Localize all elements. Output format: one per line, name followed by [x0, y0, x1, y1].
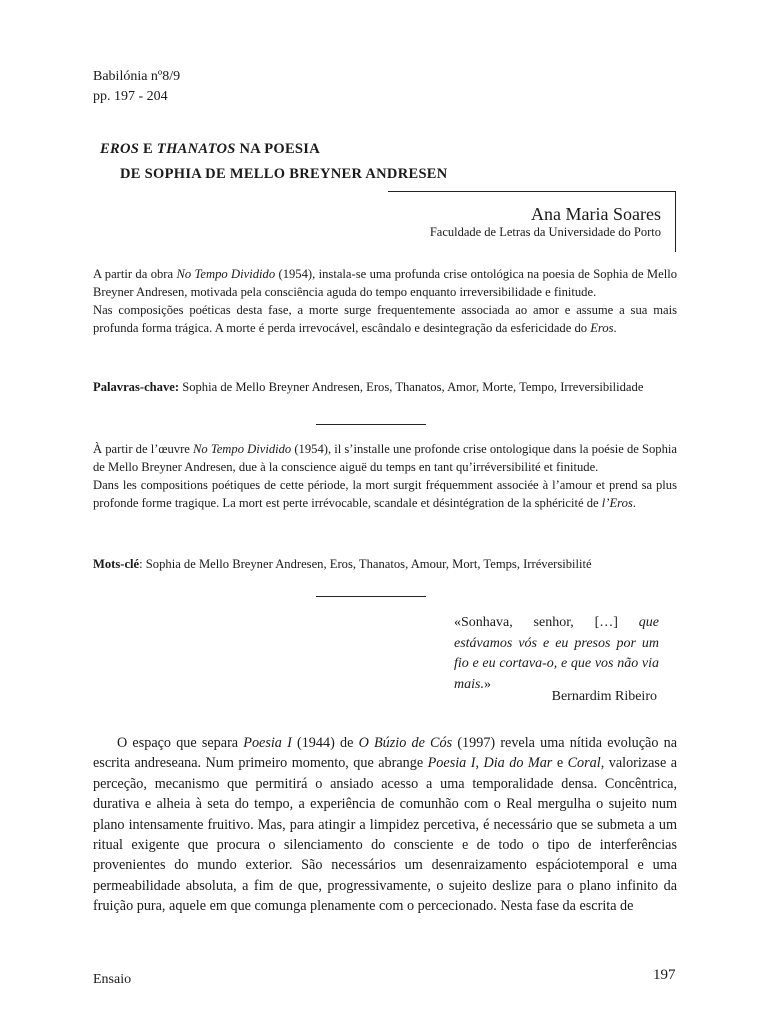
- section-divider: [316, 424, 426, 425]
- author-box: [388, 191, 676, 252]
- title-eros: EROS: [100, 141, 140, 157]
- journal-issue: Babilónia nº8/9: [93, 69, 181, 84]
- abstract-fr-paragraph-2: Dans les compositions poétiques de cette période, la mort surgit fréquemment associée à l’amour et prend sa plus profonde forme tragique. La mort est perte irrévocable, scandale et désintégration de la sphéricité de l’Eros.: [93, 478, 677, 510]
- title-thanatos: THANATOS: [156, 141, 236, 157]
- title-conjunction: E: [139, 141, 157, 157]
- footer-page-number: 197: [653, 967, 676, 983]
- section-divider: [316, 596, 426, 597]
- footer-section-label: Ensaio: [93, 972, 132, 987]
- abstract-fr-paragraph-1: À partir de l’œuvre No Tempo Dividido (1954), il s’installe une profonde crise ontologique dans la poésie de Sophia de Mello Breyner Andresen, due à la conscience aiguë du temps en tant qu’irréversibilité et finitude.: [93, 442, 677, 474]
- keywords-fr-list: : Sophia de Mello Breyner Andresen, Eros, Thanatos, Amour, Mort, Temps, Irréversibilité: [139, 557, 592, 571]
- journal-pages: pp. 197 - 204: [93, 89, 168, 104]
- body-paragraph: O espaço que separa Poesia I (1944) de O Búzio de Cós (1997) revela uma nítida evolução na escrita andreseana. Num primeiro momento, que abrange Poesia I, Dia do Mar e Coral, valorizase a perceção, mecanismo que permitirá o ansiado acesso a uma temporalidade densa. Concêntrica, durativa e alheia à seta do tempo, a experiência de comunhão com o Real mergulha o sujeito num plano intensamente fruitivo. Mas, para atingir a limpidez percetiva, é necessário que se submeta a um ritual exigente que procura o silenciamento do consciente e de todo o tipo de interferências provenientes do mundo exterior. São necessários um desenraizamento espáciotemporal e uma permeabilidade absoluta, a fim de que, progressivamente, o sujeito deslize para o plano infinito da fruição pura, aquele em que comunga plenamente com o percecionado. Nesta fase da escrita de: [93, 735, 678, 915]
- abstract-french: [93, 440, 677, 512]
- epigraph-author: Bernardim Ribeiro: [551, 689, 657, 704]
- keywords-pt-list: Sophia de Mello Breyner Andresen, Eros, Thanatos, Amor, Morte, Tempo, Irreversibilidade: [179, 380, 644, 394]
- journal-header: [93, 67, 180, 107]
- epigraph-quote: «Sonhava, senhor, […] que estávamos vós e eu presos por um fio e eu cortava-o, e que vos não via mais.»: [454, 615, 659, 692]
- keywords-portuguese: [93, 378, 677, 396]
- title-rest: NA POESIA: [235, 141, 320, 157]
- keywords-french: [93, 555, 677, 573]
- author-name: Ana Maria Soares: [531, 204, 661, 224]
- article-title-line1: [100, 141, 320, 158]
- abstract-portuguese: [93, 265, 677, 337]
- abstract-pt-paragraph-1: A partir da obra No Tempo Dividido (1954), instala-se uma profunda crise ontológica na poesia de Sophia de Mello Breyner Andresen, motivada pela consciência aguda do tempo enquanto irreversibilidade e finitude.: [93, 267, 677, 299]
- author-affiliation: Faculdade de Letras da Universidade do Porto: [429, 225, 661, 239]
- article-title-line2: DE SOPHIA DE MELLO BREYNER ANDRESEN: [120, 166, 448, 182]
- keywords-fr-label: Mots-clé: [93, 557, 140, 571]
- abstract-pt-paragraph-2: Nas composições poéticas desta fase, a morte surge frequentemente associada ao amor e assume a sua mais profunda forma trágica. A morte é perda irrevocável, escândalo e desintegração da esfericidade do Eros.: [93, 303, 677, 335]
- body-text: [93, 733, 677, 917]
- keywords-pt-label: Palavras-chave:: [93, 380, 180, 394]
